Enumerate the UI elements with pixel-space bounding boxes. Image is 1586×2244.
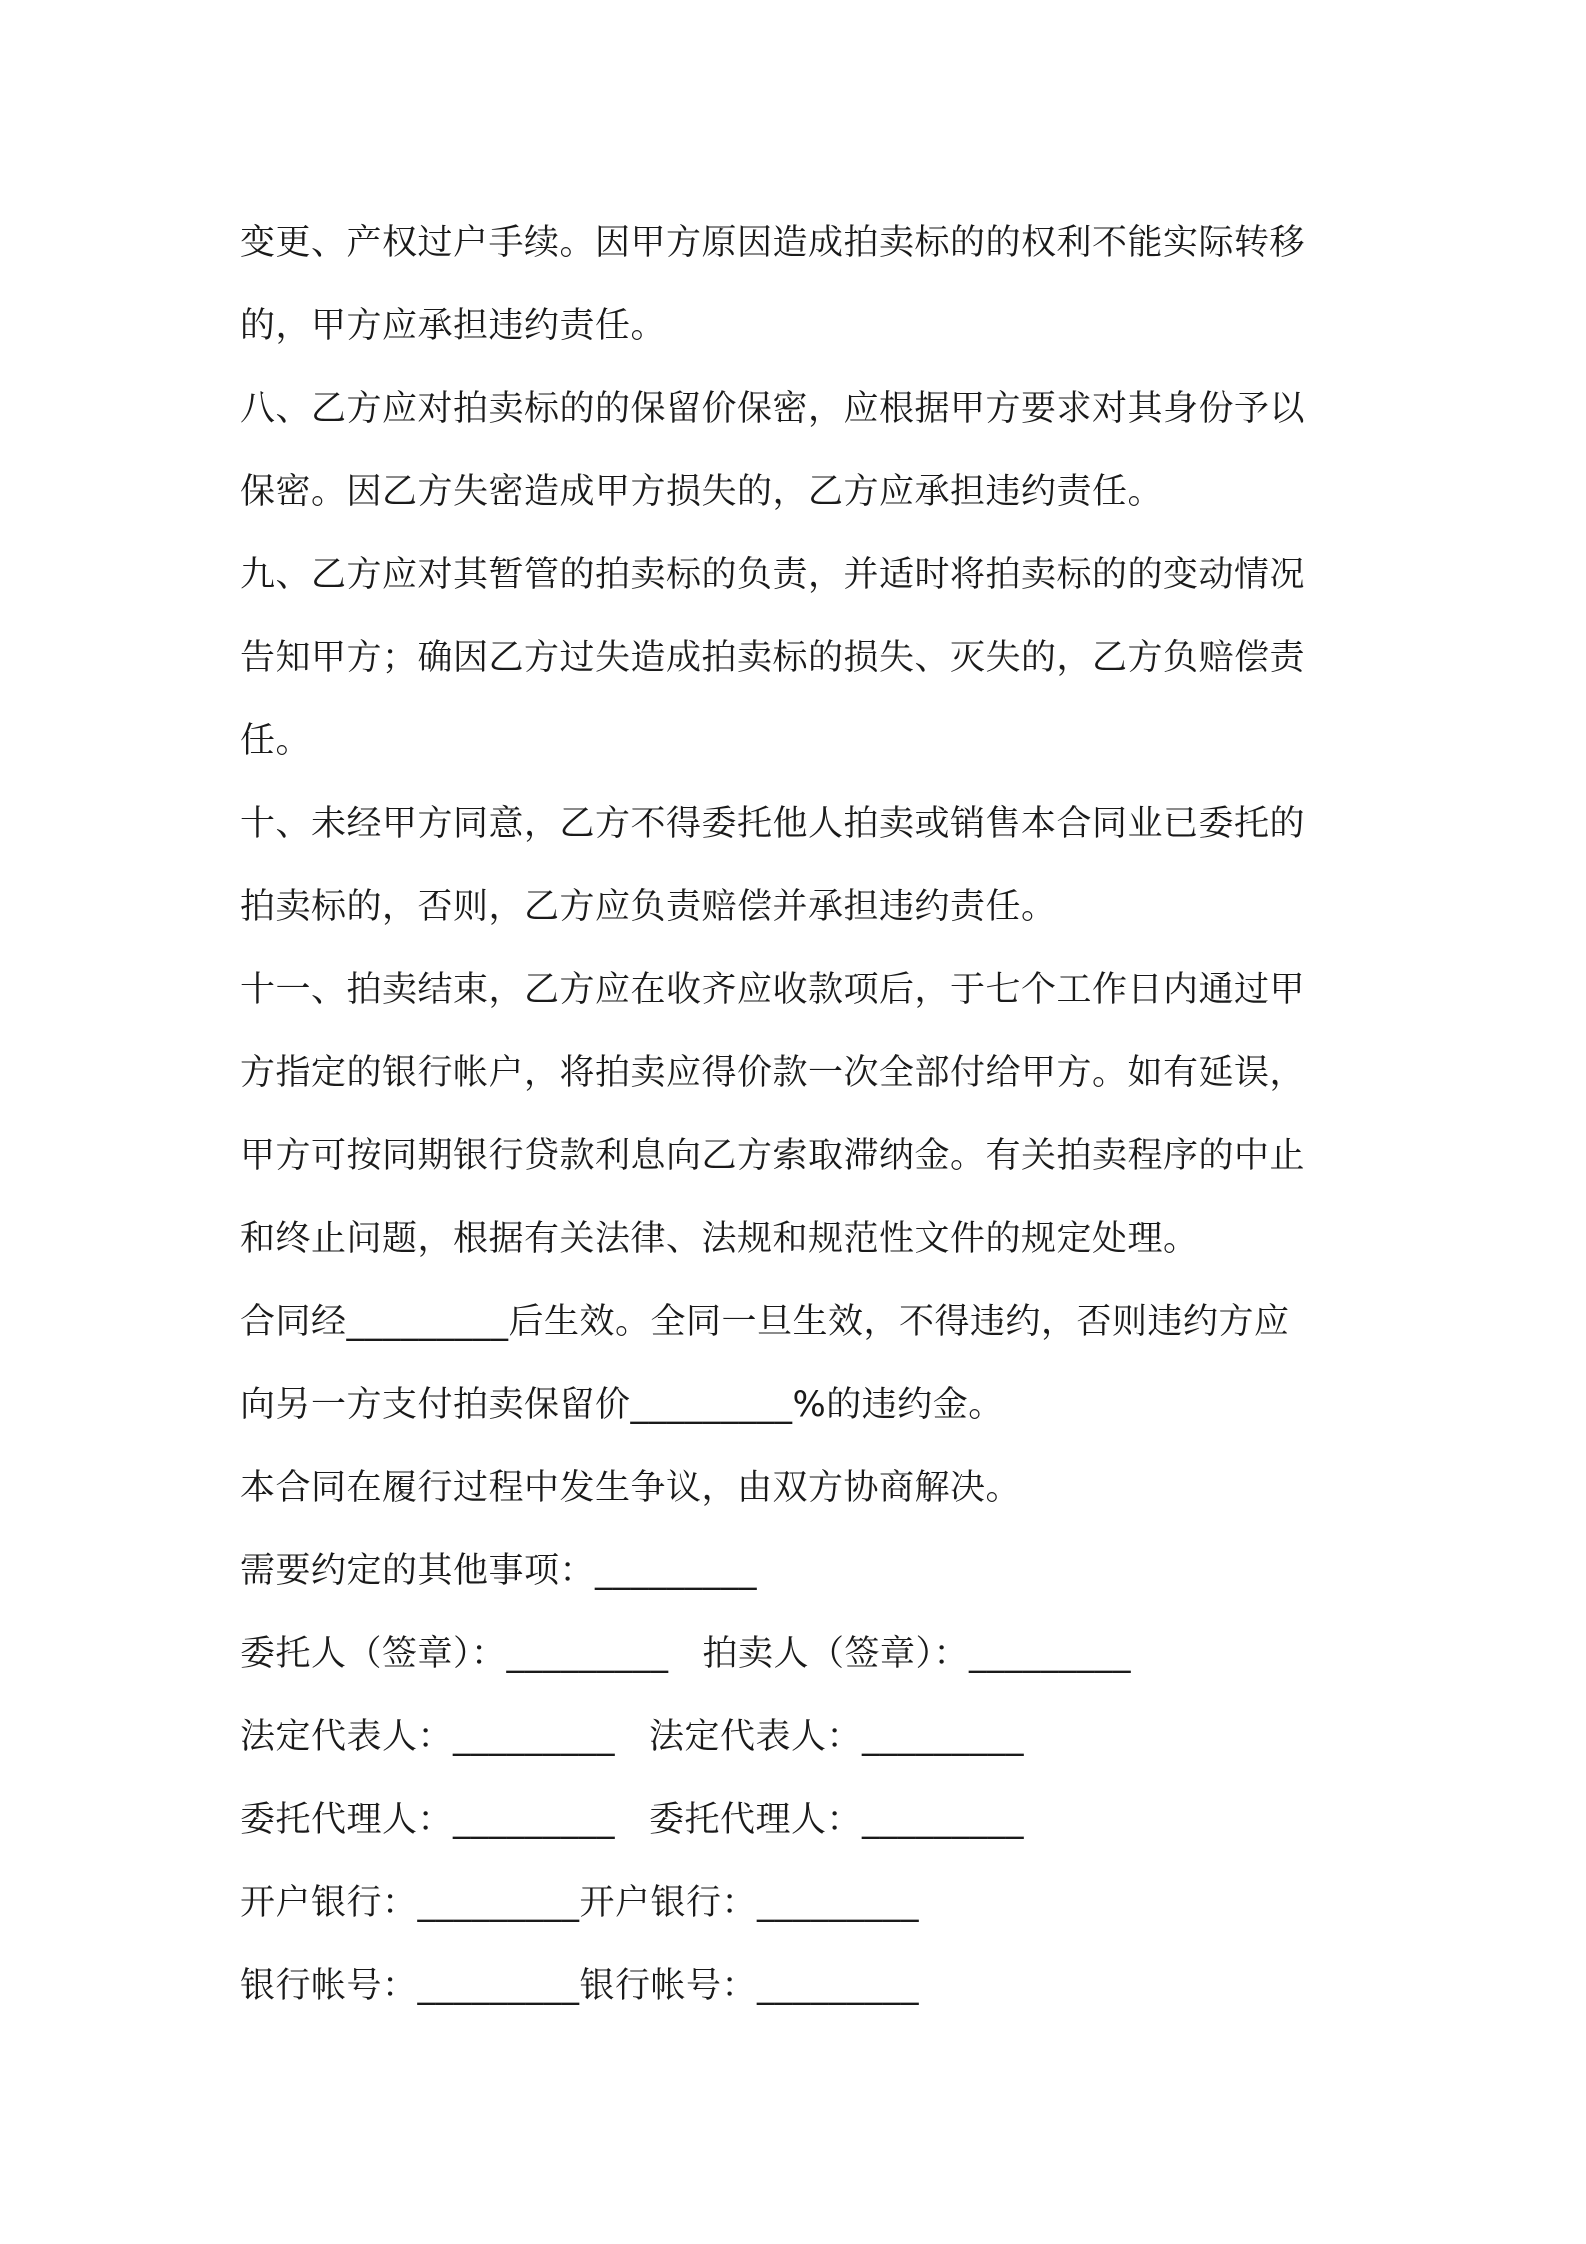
signature-right: 委托代理人：_________ — [649, 1800, 1025, 1840]
paragraph-line: 告知甲方；确因乙方过失造成拍卖标的损失、灭失的，乙方负赔偿责 — [240, 638, 1306, 678]
effective-clause: 合同经_________后生效。全同一旦生效，不得违约，否则违约方应 — [240, 1302, 1290, 1342]
clause-eight: 八、乙方应对拍卖标的的保留价保密，应根据甲方要求对其身份予以 — [240, 389, 1306, 429]
other-matters: 需要约定的其他事项：_________ — [240, 1551, 758, 1591]
paragraph-line: 向另一方支付拍卖保留价_________%的违约金。 — [240, 1385, 1004, 1425]
signature-left: 委托代理人：_________ — [240, 1800, 616, 1840]
paragraph-line: 任。 — [240, 721, 312, 761]
clause-eleven: 十一、拍卖结束，乙方应在收齐应收款项后，于七个工作日内通过甲 — [240, 970, 1306, 1010]
dispute-clause: 本合同在履行过程中发生争议，由双方协商解决。 — [240, 1468, 1022, 1508]
paragraph-line: 保密。因乙方失密造成甲方损失的，乙方应承担违约责任。 — [240, 472, 1164, 512]
signature-right: 银行帐号：_________ — [579, 1966, 920, 2006]
paragraph-line: 方指定的银行帐户，将拍卖应得价款一次全部付给甲方。如有延误， — [240, 1053, 1306, 1093]
signature-row-account — [240, 1945, 1360, 2028]
paragraph-line: 拍卖标的，否则，乙方应负责赔偿并承担违约责任。 — [240, 887, 1057, 927]
signature-right: 拍卖人（签章）：_________ — [702, 1634, 1132, 1674]
signature-row-legal-rep — [240, 1696, 1360, 1779]
signature-right: 法定代表人：_________ — [649, 1717, 1025, 1757]
signature-right: 开户银行：_________ — [579, 1883, 920, 1923]
signature-left: 法定代表人：_________ — [240, 1717, 616, 1757]
paragraph-line: 甲方可按同期银行贷款利息向乙方索取滞纳金。有关拍卖程序的中止 — [240, 1136, 1306, 1176]
signature-row-agent — [240, 1779, 1360, 1862]
signature-row-principal — [240, 1613, 1360, 1696]
signature-left: 银行帐号：_________ — [240, 1966, 580, 2006]
paragraph-line: 变更、产权过户手续。因甲方原因造成拍卖标的的权利不能实际转移 — [240, 223, 1306, 263]
signature-row-bank — [240, 1862, 1360, 1945]
clause-ten: 十、未经甲方同意，乙方不得委托他人拍卖或销售本合同业已委托的 — [240, 804, 1306, 844]
document-page — [240, 202, 1360, 2028]
clause-nine: 九、乙方应对其暂管的拍卖标的负责，并适时将拍卖标的的变动情况 — [240, 555, 1306, 595]
signature-left: 委托人（签章）：_________ — [240, 1634, 669, 1674]
signature-left: 开户银行：_________ — [240, 1883, 580, 1923]
paragraph-line: 和终止问题，根据有关法律、法规和规范性文件的规定处理。 — [240, 1219, 1199, 1259]
paragraph-line: 的，甲方应承担违约责任。 — [240, 306, 667, 346]
